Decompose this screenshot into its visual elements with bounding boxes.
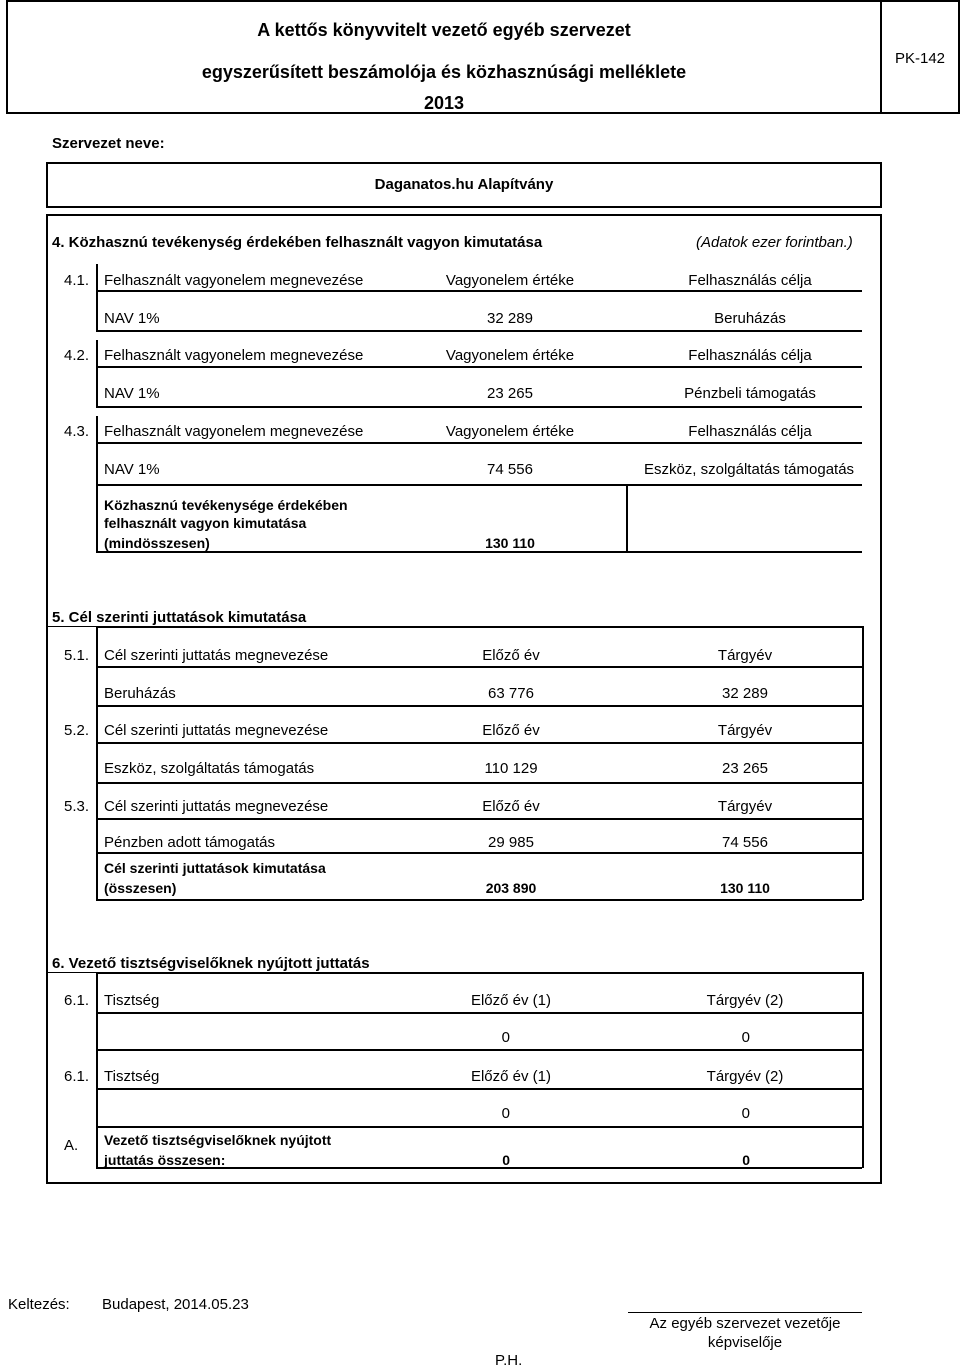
s6-row1-prev: 0: [501, 1029, 510, 1046]
s4-total-value: 130 110: [485, 535, 535, 551]
s4-row2-col2: Vagyonelem értéke: [445, 347, 575, 364]
s5-row1-num: 5.1.: [64, 647, 90, 664]
s5-row1-col1: Cél szerinti juttatás megnevezése: [104, 647, 329, 664]
s4-total-label-2: felhasznált vagyon kimutatása: [104, 515, 307, 531]
header-year: 2013: [423, 93, 465, 113]
stamp-label: P.H.: [495, 1352, 523, 1369]
s4-row2-num: 4.2.: [64, 347, 90, 364]
s4-row3-value: 74 556: [487, 461, 533, 478]
issued-label: Keltezés:: [8, 1296, 70, 1313]
s5-total-label-2: (összesen): [104, 880, 177, 896]
s6-row1-num: 6.1.: [64, 992, 90, 1009]
issued-value: Budapest, 2014.05.23: [102, 1296, 249, 1313]
header-title-2: egyszerűsített beszámolója és közhasznúsági melléklete: [201, 62, 687, 82]
s6-row2-col1: Tisztség: [104, 1068, 160, 1085]
s5-row2-prev: 110 129: [484, 760, 538, 777]
form-code: PK-142: [894, 50, 946, 67]
s6-row1-col3: Tárgyév (2): [706, 992, 784, 1009]
s6-row2-num: 6.1.: [64, 1068, 90, 1085]
s4-row1-col1: Felhasznált vagyonelem megnevezése: [104, 272, 364, 289]
s5-total-prev: 203 890: [485, 880, 537, 896]
s6-total-num: A.: [64, 1137, 79, 1154]
s6-total-curr: 0: [742, 1152, 750, 1168]
s5-row2-num: 5.2.: [64, 722, 90, 739]
s5-row2-item: Eszköz, szolgáltatás támogatás: [104, 760, 315, 777]
s4-row1-purpose: Beruházás: [714, 310, 786, 327]
s5-row3-col3: Tárgyév: [717, 798, 773, 815]
signature-caption-2: képviselője: [707, 1334, 783, 1351]
s6-row2-col2: Előző év (1): [470, 1068, 552, 1085]
s6-row2-col3: Tárgyév (2): [706, 1068, 784, 1085]
s5-row3-curr: 74 556: [722, 834, 768, 851]
s5-row3-item: Pénzben adott támogatás: [104, 834, 275, 851]
s4-row2-value: 23 265: [487, 385, 533, 402]
s4-row3-col2: Vagyonelem értéke: [445, 423, 575, 440]
s6-row2-curr: 0: [741, 1105, 750, 1122]
s5-row1-col2: Előző év: [482, 647, 540, 664]
s4-row1-col3: Felhasználás célja: [688, 272, 812, 289]
s4-row3-item: NAV 1%: [104, 461, 160, 478]
s5-title: 5. Cél szerinti juttatások kimutatása: [52, 609, 307, 626]
s5-row3-prev: 29 985: [488, 834, 534, 851]
s4-total-label-1: Közhasznú tevékenysége érdekében: [104, 497, 348, 513]
s4-row2-col3: Felhasználás célja: [688, 347, 812, 364]
header-title-1: A kettős könyvvitelt vezető egyéb szervezet: [257, 20, 631, 40]
s4-note: (Adatok ezer forintban.): [696, 234, 853, 251]
s5-row2-col1: Cél szerinti juttatás megnevezése: [104, 722, 329, 739]
s5-row3-col1: Cél szerinti juttatás megnevezése: [104, 798, 329, 815]
s4-row3-col3: Felhasználás célja: [688, 423, 812, 440]
s4-title: 4. Közhasznú tevékenység érdekében felhasznált vagyon kimutatása: [52, 234, 543, 251]
s5-total-label-1: Cél szerinti juttatások kimutatása: [104, 860, 326, 876]
s5-row1-item: Beruházás: [104, 685, 176, 702]
s5-row3-num: 5.3.: [64, 798, 90, 815]
signature-caption-1: Az egyéb szervezet vezetője: [649, 1315, 841, 1332]
s4-row2-col1: Felhasznált vagyonelem megnevezése: [104, 347, 364, 364]
s6-row1-col1: Tisztség: [104, 992, 160, 1009]
s6-total-prev: 0: [502, 1152, 510, 1168]
s4-row1-item: NAV 1%: [104, 310, 160, 327]
org-label: Szervezet neve:: [52, 135, 165, 152]
s6-row2-prev: 0: [501, 1105, 510, 1122]
s5-row2-curr: 23 265: [722, 760, 768, 777]
signature-line: [628, 1312, 862, 1313]
s5-row2-col3: Tárgyév: [717, 722, 773, 739]
s6-total-label-1: Vezető tisztségviselőknek nyújtott: [104, 1132, 332, 1148]
s6-row1-curr: 0: [741, 1029, 750, 1046]
s4-row3-col1: Felhasznált vagyonelem megnevezése: [104, 423, 364, 440]
s4-row3-purpose: Eszköz, szolgáltatás támogatás: [643, 461, 855, 478]
org-name: Daganatos.hu Alapítvány: [374, 176, 554, 193]
s5-row2-col2: Előző év: [482, 722, 540, 739]
s5-total-curr: 130 110: [720, 880, 770, 896]
s4-row2-purpose: Pénzbeli támogatás: [684, 385, 816, 402]
s4-row2-item: NAV 1%: [104, 385, 160, 402]
s4-row3-num: 4.3.: [64, 423, 90, 440]
s5-row1-prev: 63 776: [488, 685, 534, 702]
s4-total-label-3: (mindösszesen): [104, 535, 210, 551]
s4-row1-col2: Vagyonelem értéke: [445, 272, 575, 289]
s4-row1-num: 4.1.: [64, 272, 90, 289]
s6-title: 6. Vezető tisztségviselőknek nyújtott juttatás: [52, 955, 370, 972]
s6-row1-col2: Előző év (1): [470, 992, 552, 1009]
s4-row1-value: 32 289: [487, 310, 533, 327]
s5-row1-curr: 32 289: [722, 685, 768, 702]
s5-row3-col2: Előző év: [482, 798, 540, 815]
s5-row1-col3: Tárgyév: [717, 647, 773, 664]
s6-total-label-2: juttatás összesen:: [104, 1152, 226, 1168]
